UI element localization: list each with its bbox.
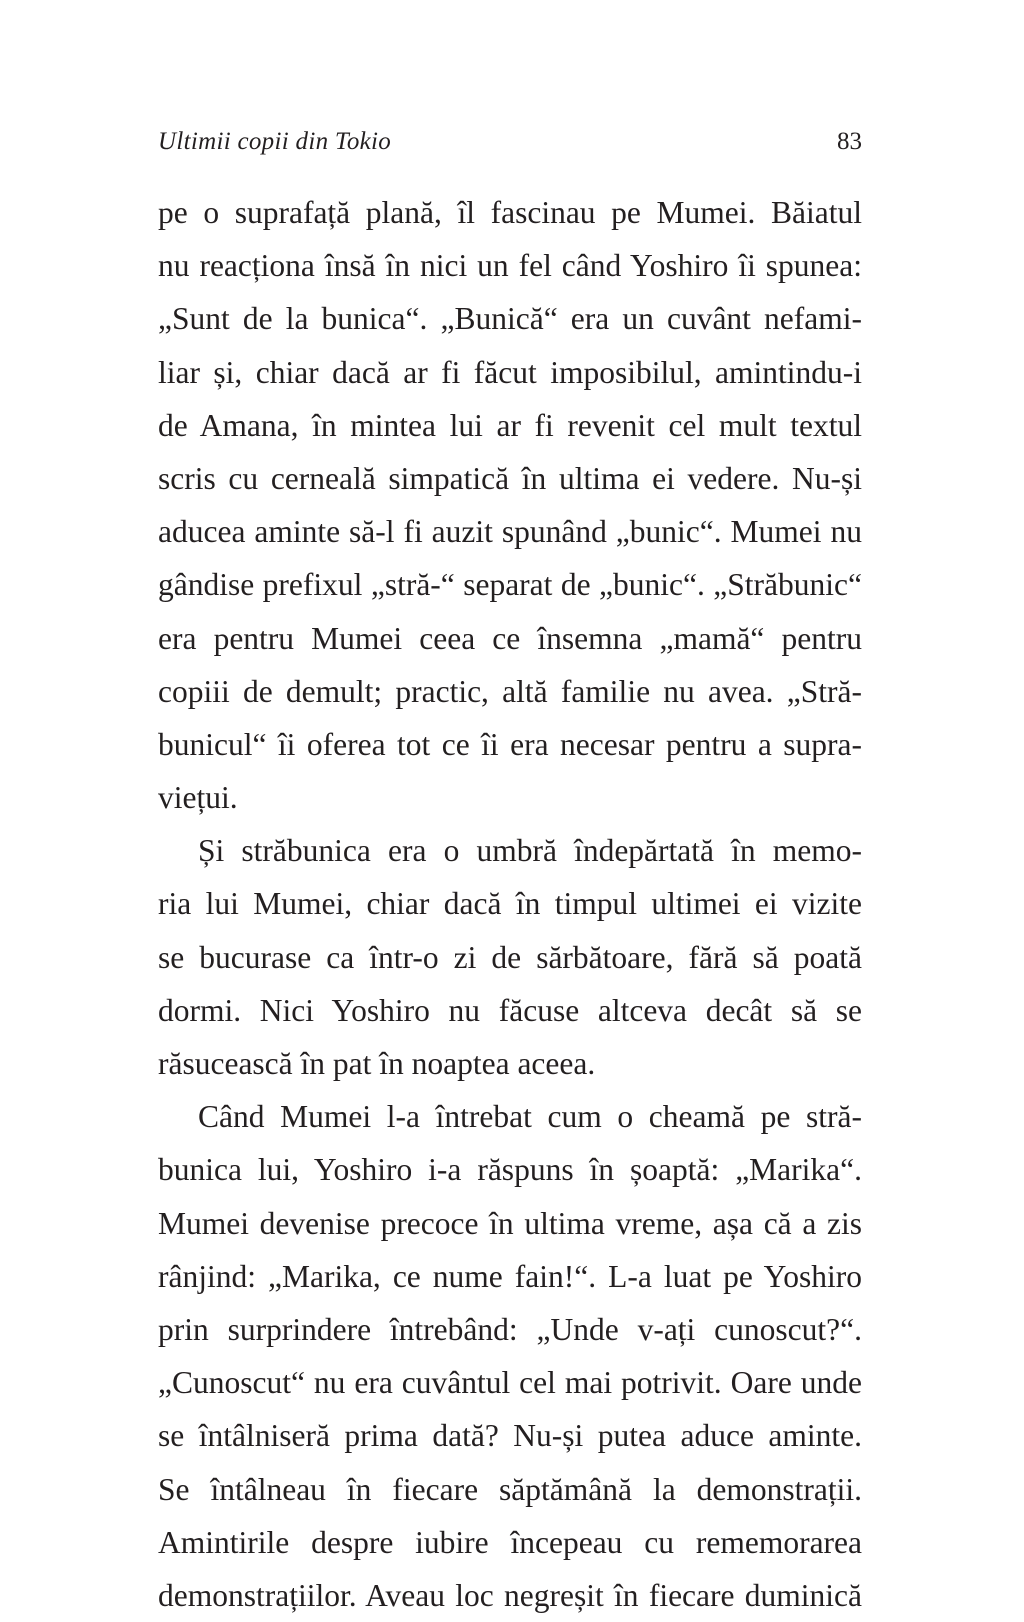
page-number: 83	[837, 128, 862, 155]
paragraph-2	[158, 824, 862, 1090]
text-line: Amintirile despre iubire începeau cu rememorarea	[158, 1524, 862, 1560]
text-line: de Amana, în mintea lui ar fi revenit cel mult textul	[158, 407, 862, 443]
paragraph-3	[158, 1090, 862, 1622]
text-line: Și străbunica era o umbră îndepărtată în memo-	[198, 833, 862, 869]
text-line: pe o suprafață plană, îl fascinau pe Mumei. Băiatul	[158, 195, 862, 230]
text-line: liar și, chiar dacă ar fi făcut imposibilul, amintindu-i	[158, 354, 862, 390]
text-line: demonstrațiilor. Aveau loc negreșit în fiecare duminică	[158, 1577, 862, 1613]
text-line: dormi. Nici Yoshiro nu făcuse altceva decât să se	[158, 992, 862, 1028]
running-header	[158, 128, 862, 164]
text-line: „Cunoscut“ nu era cuvântul cel mai potrivit. Oare unde	[158, 1365, 862, 1401]
text-line: bunicul“ îi oferea tot ce îi era necesar pentru a supra-	[158, 726, 862, 762]
text-line: ria lui Mumei, chiar dacă în timpul ultimei ei vizite	[158, 886, 862, 922]
paragraph-1	[158, 186, 862, 824]
text-line: viețui.	[158, 780, 238, 816]
text-line: gândise prefixul „stră-“ separat de „bunic“. „Străbunic“	[158, 567, 862, 603]
text-line: aducea aminte să-l fi auzit spunând „bunic“. Mumei nu	[158, 514, 862, 550]
text-line: răsucească în pat în noaptea aceea.	[158, 1046, 596, 1081]
text-line: Mumei devenise precoce în ultima vreme, așa că a zis	[158, 1205, 862, 1241]
text-line: scris cu cerneală simpatică în ultima ei vedere. Nu-și	[158, 460, 862, 496]
text-line: Când Mumei l-a întrebat cum o cheamă pe stră-	[198, 1099, 862, 1135]
text-line: prin surprindere întrebând: „Unde v-ați cunoscut?“.	[158, 1311, 862, 1347]
text-line: se întâlniseră prima dată? Nu-și putea aduce aminte.	[158, 1418, 862, 1454]
text-line: bunica lui, Yoshiro i-a răspuns în șoaptă: „Marika“.	[158, 1152, 862, 1188]
body-text	[158, 186, 862, 1622]
text-line: era pentru Mumei ceea ce însemna „mamă“ pentru	[158, 620, 862, 656]
running-title: Ultimii copii din Tokio	[158, 128, 392, 155]
text-line: Se întâlneau în fiecare săptămână la demonstrații.	[158, 1471, 862, 1507]
text-line: copiii de demult; practic, altă familie nu avea. „Stră-	[158, 673, 862, 709]
text-line: rânjind: „Marika, ce nume fain!“. L-a luat pe Yoshiro	[158, 1258, 862, 1294]
text-line: „Sunt de la bunica“. „Bunică“ era un cuvânt nefami-	[158, 301, 862, 337]
text-line: nu reacționa însă în nici un fel când Yoshiro îi spunea:	[158, 248, 862, 284]
text-line: se bucurase ca într-o zi de sărbătoare, fără să poată	[158, 939, 862, 975]
